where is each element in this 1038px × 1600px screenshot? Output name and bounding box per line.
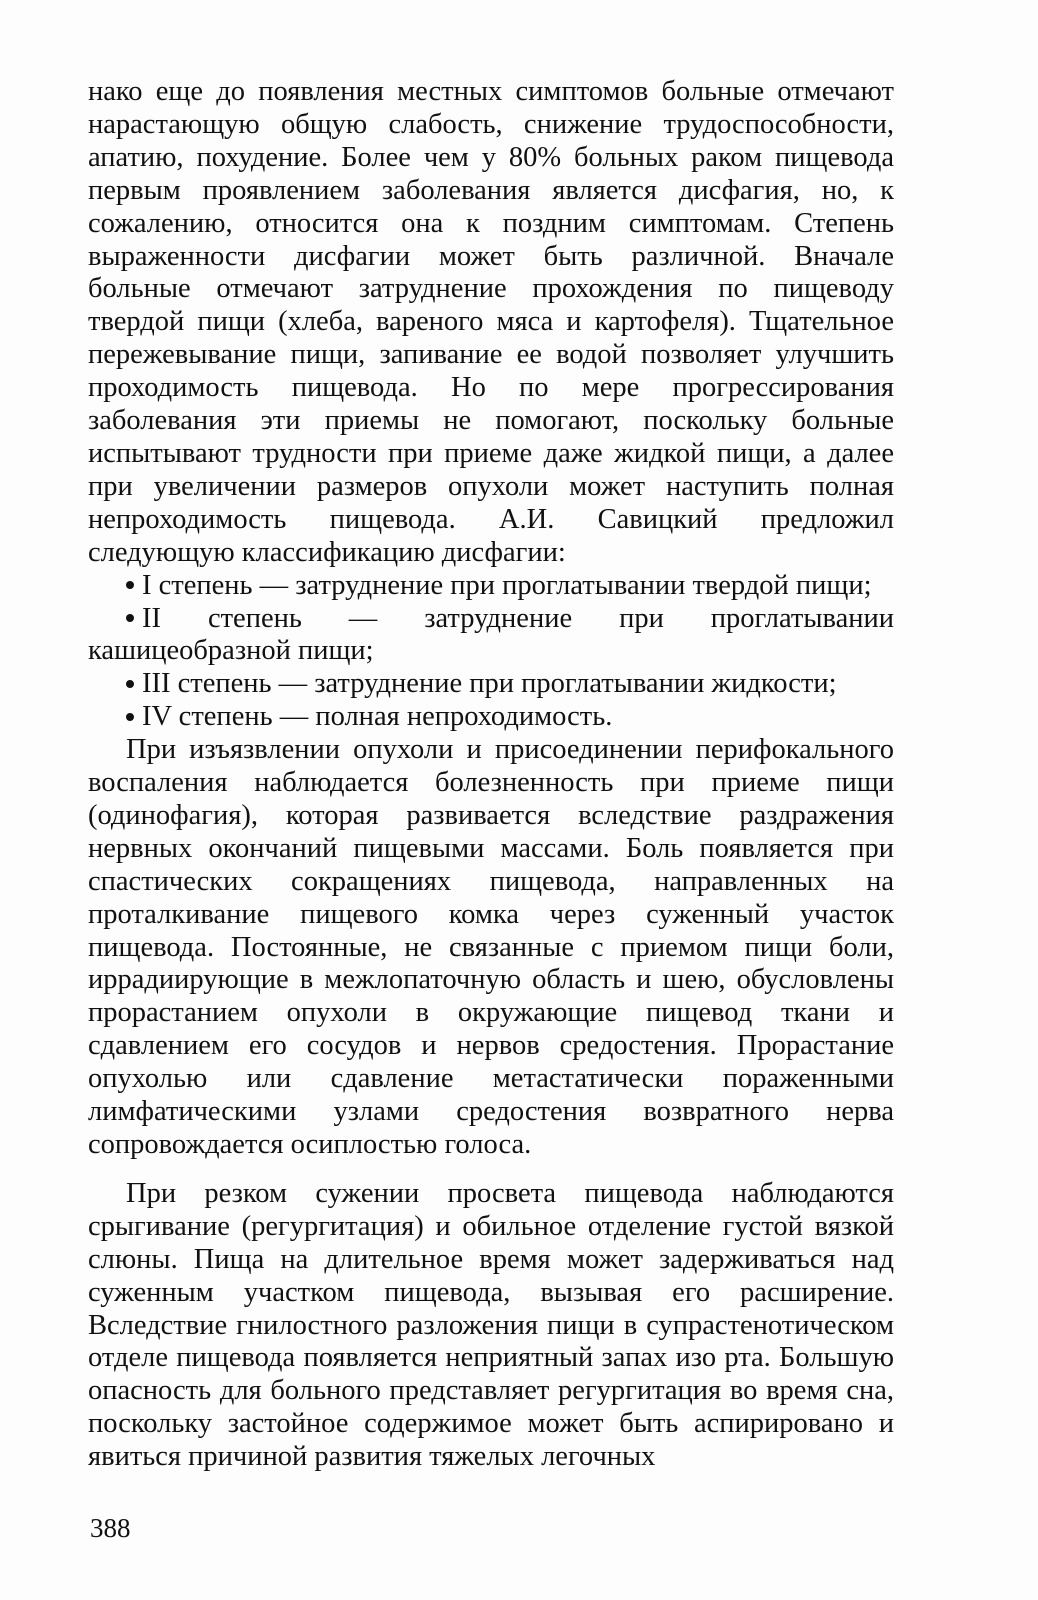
paragraph: При резком сужении просвета пищевода наблюдаются срыгивание (регургитация) и обильное отделение густой вязкой слюны. Пища на длительное время может задерживаться над суженным участком пищевода, вызывая его расширение. Вследствие гнилостного разложения пищи в супрастенотическом отделе пищевода появляется неприятный запах изо рта. Большую опасность для больного представляет регургитация во время сна, поскольку застойное содержимое может быть аспирировано и явиться причиной развития тяжелых легочных	[88, 1177, 894, 1473]
list-item-text: I степень — затруднение при проглатывании твердой пищи;	[142, 569, 872, 601]
list-item	[88, 570, 894, 603]
bullet-icon	[126, 581, 134, 589]
paragraph-continued: нако еще до появления местных симптомов больные отмечают нарастающую общую слабость, снижение трудоспособности, апатию, похудение. Более чем у 80% больных раком пищевода первым проявлением заболевания является дисфагия, но, к сожалению, относится она к поздним симптомам. Степень выраженности дисфагии может быть различной. Вначале больные отмечают затруднение прохождения по пищеводу твердой пищи (хлеба, вареного мяса и картофеля). Тщательное пережевывание пищи, запивание ее водой позволяет улучшить проходимость пищевода. Но по мере прогрессирования заболевания эти приемы не помогают, поскольку больные испытывают трудности при приеме даже жидкой пищи, а далее при увеличении размеров опухоли может наступить полная непроходимость пищевода. А.И. Савицкий предложил следующую классификацию дисфагии:	[88, 76, 894, 568]
page-number: 388	[90, 1513, 131, 1543]
dysphagia-classification-list	[88, 570, 894, 735]
bullet-icon	[126, 713, 134, 721]
bullet-icon	[126, 680, 134, 688]
list-item-text: III степень — затруднение при проглатывании жидкости;	[142, 668, 837, 700]
list-item-text: II степень — затруднение при проглатывании кашицеобразной пищи;	[88, 602, 894, 667]
list-item	[88, 668, 894, 701]
list-item	[88, 603, 894, 669]
bullet-icon	[126, 614, 134, 622]
paragraph: При изъязвлении опухоли и присоединении перифокального воспаления наблюдается болезненность при приеме пищи (одинофагия), которая развивается вследствие раздражения нервных окончаний пищевыми массами. Боль появляется при спастических сокращениях пищевода, направленных на проталкивание пищевого комка через суженный участок пищевода. Постоянные, не связанные с приемом пищи боли, иррадиирующие в межлопаточную область и шею, обусловлены прорастанием опухоли в окружающие пищевод ткани и сдавлением его сосудов и нервов средостения. Прорастание опухолью или сдавление метастатически пораженными лимфатическими узлами средостения возвратного нерва сопровождается осиплостью голоса.	[88, 734, 894, 1160]
body-text	[88, 76, 894, 1474]
list-item-text: IV степень — полная непроходимость.	[142, 701, 613, 733]
list-item	[88, 701, 894, 734]
